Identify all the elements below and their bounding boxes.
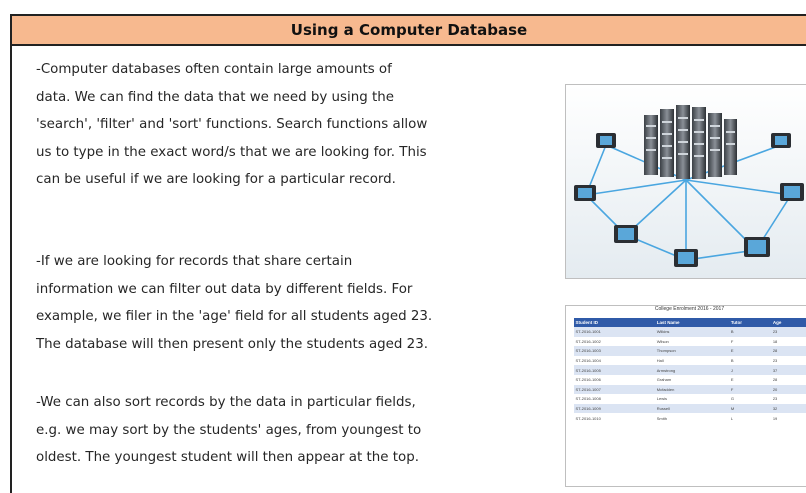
table-cell: ST-2016-1001 xyxy=(574,327,655,337)
table-cell: G xyxy=(729,394,771,404)
table-cell: 19 xyxy=(771,413,806,423)
table-cell: ST-2016-1006 xyxy=(574,375,655,385)
table-cell: 37 xyxy=(771,365,806,375)
table-cell: 28 xyxy=(771,375,806,385)
paragraph-line: us to type in the exact word/s that we are looking for. This xyxy=(36,144,427,160)
database-network-image xyxy=(565,84,806,279)
page-title-text: Using a Computer Database xyxy=(290,21,528,39)
table-cell: ST-2016-1002 xyxy=(574,337,655,347)
column-header: Student ID xyxy=(574,318,655,327)
table-cell: 23 xyxy=(771,356,806,366)
table-row xyxy=(574,413,806,423)
paragraph-line: The database will then present only the students aged 23. xyxy=(36,336,428,352)
paragraph-line: oldest. The youngest student will then appear at the top. xyxy=(36,450,419,465)
table-row xyxy=(574,337,806,347)
table-cell: E xyxy=(729,375,771,385)
table-cell: ST-2016-1009 xyxy=(574,404,655,414)
table-row xyxy=(574,404,806,414)
paragraph-filter xyxy=(36,248,432,358)
table-cell: ST-2016-1004 xyxy=(574,356,655,366)
table-cell: F xyxy=(729,385,771,395)
table-row xyxy=(574,365,806,375)
table-cell: 23 xyxy=(771,394,806,404)
database-network-icon xyxy=(566,85,806,278)
table-cell: ST-2016-1008 xyxy=(574,394,655,404)
table-cell: E xyxy=(729,346,771,356)
column-header: Tutor xyxy=(729,318,771,327)
paragraph-line: 'search', 'filter' and 'sort' functions. Search functions allow xyxy=(36,117,428,132)
paragraph-line: -If we are looking for records that share certain xyxy=(36,254,353,269)
table-title: College Enrolment 2016 - 2017 xyxy=(654,306,725,312)
table-cell: Mcfadden xyxy=(655,385,729,395)
table-cell: Russell xyxy=(655,404,729,414)
worksheet-panel xyxy=(10,14,806,493)
paragraph-line: -We can also sort records by the data in particular fields, xyxy=(36,395,416,410)
enrolment-table-image xyxy=(565,305,806,487)
table-cell: 28 xyxy=(771,346,806,356)
table-cell: Smith xyxy=(655,413,729,423)
column-header: Last Name xyxy=(655,318,729,327)
table-cell: Wilson xyxy=(655,337,729,347)
table-cell: 32 xyxy=(771,404,806,414)
table-cell: Armstrong xyxy=(655,365,729,375)
table-row xyxy=(574,356,806,366)
table-row xyxy=(574,375,806,385)
table-cell: ST-2016-1005 xyxy=(574,365,655,375)
column-header: Age xyxy=(771,318,806,327)
table-cell: 18 xyxy=(771,337,806,347)
page-title xyxy=(12,16,806,46)
table-row xyxy=(574,327,806,337)
table-cell: B xyxy=(729,356,771,366)
paragraph-line: -Computer databases often contain large amounts of xyxy=(36,62,392,77)
enrolment-table xyxy=(574,318,806,423)
table-cell: J xyxy=(729,365,771,375)
table-row xyxy=(574,346,806,356)
table-cell: ST-2016-1003 xyxy=(574,346,655,356)
table-cell: ST-2016-1007 xyxy=(574,385,655,395)
paragraph-line: e.g. we may sort by the students' ages, from youngest to xyxy=(36,422,422,438)
table-cell: Wilkins xyxy=(655,327,729,337)
table-body xyxy=(574,327,806,423)
table-cell: B xyxy=(729,327,771,337)
table-row xyxy=(574,394,806,404)
table-cell: 23 xyxy=(771,327,806,337)
table-header-row xyxy=(574,318,806,327)
table-cell: Graham xyxy=(655,375,729,385)
table-cell: F xyxy=(729,337,771,347)
table-row xyxy=(574,385,806,395)
table-cell: ST-2016-1010 xyxy=(574,413,655,423)
table-cell: Thompson xyxy=(655,346,729,356)
table-cell: L xyxy=(729,413,771,423)
table-cell: Hall xyxy=(655,356,729,366)
table-cell: M xyxy=(729,404,771,414)
table-cell: Lewis xyxy=(655,394,729,404)
table-cell: 20 xyxy=(771,385,806,395)
paragraph-sort xyxy=(36,389,421,472)
paragraph-search xyxy=(36,56,427,194)
paragraph-line: example, we filer in the 'age' field for all students aged 23. xyxy=(36,309,433,324)
paragraph-line: information we can filter out data by different fields. For xyxy=(36,281,413,297)
paragraph-line: data. We can find the data that we need by using the xyxy=(36,89,394,105)
paragraph-line: can be useful if we are looking for a particular record. xyxy=(36,172,396,187)
